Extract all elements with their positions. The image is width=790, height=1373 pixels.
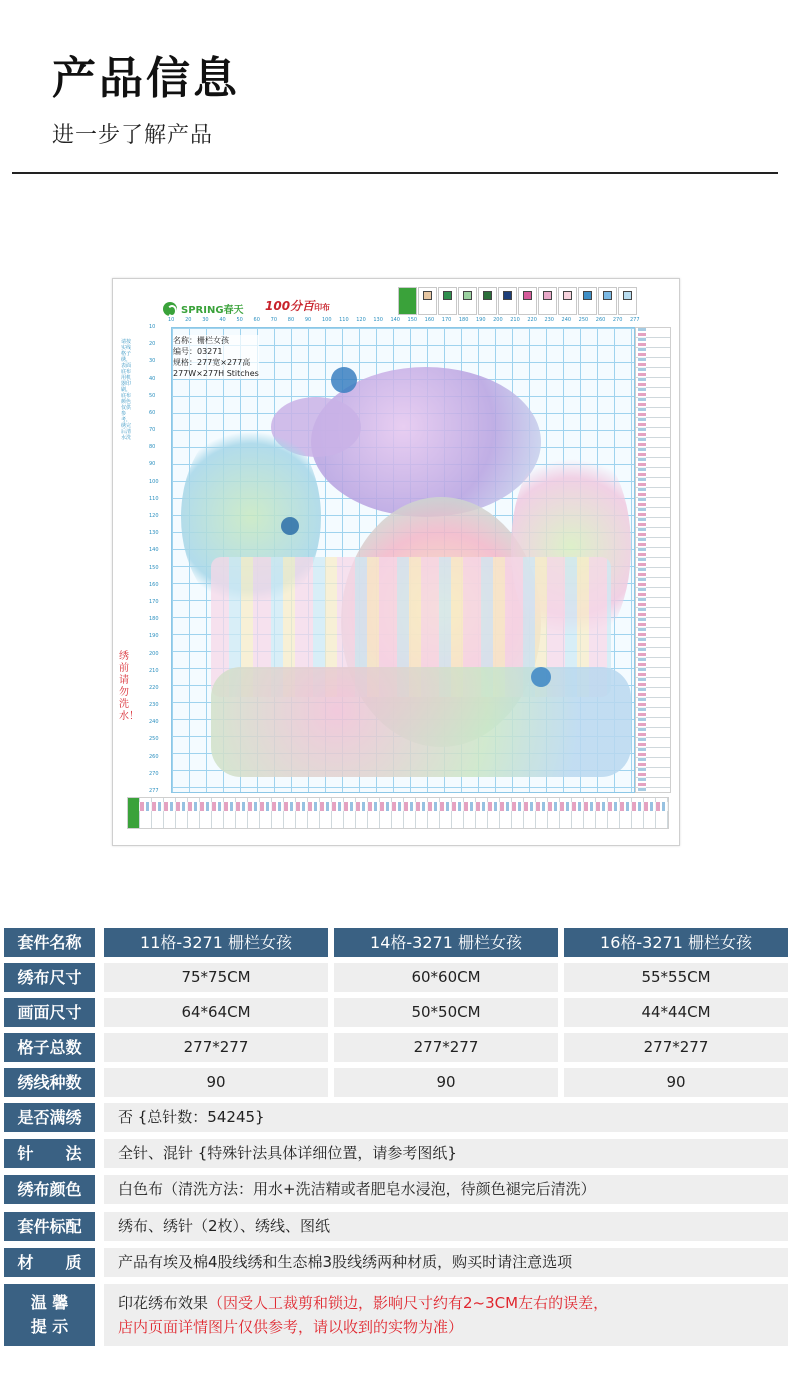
- column-header: 14格-3271 栅栏女孩: [334, 928, 558, 957]
- ruler-tick-label: 60: [253, 317, 260, 323]
- table-cell: 64*64CM: [104, 998, 328, 1027]
- row-label: [4, 1284, 95, 1346]
- table-cell-wide: 否 {总针数：54245}: [104, 1103, 788, 1132]
- table-cell: 60*60CM: [334, 963, 558, 992]
- legend-cell: [418, 287, 437, 315]
- ruler-tick-label: 240: [561, 317, 572, 323]
- table-row: [4, 1139, 788, 1168]
- color-legend-bottom: [127, 797, 669, 829]
- ruler-tick-label: 40: [149, 375, 156, 382]
- legend-cell: [578, 287, 597, 315]
- ruler-tick-label: 260: [149, 753, 159, 760]
- legend-cell: [398, 287, 417, 315]
- ruler-tick-label: 240: [149, 719, 159, 726]
- row-label: 绣线种数: [4, 1068, 95, 1097]
- ruler-tick-label: 160: [149, 581, 159, 588]
- ruler-tick-label: 120: [149, 513, 159, 520]
- column-header: 16格-3271 栅栏女孩: [564, 928, 788, 957]
- table-cell: 90: [564, 1068, 788, 1097]
- table-cell: 90: [334, 1068, 558, 1097]
- ruler-tick-label: 10: [168, 317, 175, 323]
- wash-warning: 绣前请勿洗水！: [119, 651, 139, 722]
- art-swirl-3: [531, 667, 551, 687]
- table-row: [4, 998, 788, 1027]
- pattern-name: 名称：栅栏女孩: [173, 336, 229, 345]
- ruler-tick-label: 190: [476, 317, 486, 323]
- ruler-tick-label: 130: [149, 530, 159, 537]
- legend-cell: [498, 287, 517, 315]
- table-row: [4, 1212, 788, 1241]
- color-legend-top: [398, 287, 637, 315]
- brand-logo-2: [265, 297, 330, 314]
- ruler-tick-label: 130: [373, 317, 383, 323]
- ruler-tick-label: 20: [149, 341, 156, 348]
- row-label: 绣布颜色: [4, 1175, 95, 1204]
- ruler-tick-label: 230: [544, 317, 554, 323]
- spring-logo: [163, 301, 244, 316]
- ruler-tick-label: 70: [149, 427, 156, 434]
- table-row: [4, 1068, 788, 1097]
- ruler-tick-label: 30: [202, 317, 209, 323]
- row-label: 绣布尺寸: [4, 963, 95, 992]
- ruler-tick-label: 90: [304, 317, 312, 323]
- tip-prefix: 印花绣布效果: [118, 1294, 209, 1312]
- ruler-tick-label: 110: [149, 495, 159, 502]
- ruler-tick-label: 200: [493, 317, 503, 323]
- ruler-left: [149, 324, 169, 794]
- ruler-tick-label: 110: [339, 317, 349, 323]
- brand2-small-text: 印布: [314, 303, 331, 312]
- ruler-tick-label: 180: [149, 616, 159, 623]
- tip-warning-1: （因受人工裁剪和锁边，影响尺寸约有2~3CM左右的误差，: [208, 1294, 609, 1312]
- row-label: 材 质: [4, 1248, 95, 1277]
- tip-warning-2: 店内页面详情图片仅供参考，请以收到的实物为准）: [118, 1318, 464, 1336]
- ruler-tick-label: 200: [149, 650, 159, 657]
- side-instruction: 请按实线格子绣，表面底布用机器印刷，底布颜色仅供参考，绣完后清水洗: [121, 339, 132, 441]
- legend-cell: [618, 287, 637, 315]
- ruler-tick-label: 100: [322, 317, 332, 323]
- ruler-tick-label: 170: [441, 317, 452, 323]
- ruler-tick-label: 250: [578, 317, 589, 323]
- art-swirl-1: [331, 367, 357, 393]
- ruler-tick-label: 80: [149, 444, 156, 451]
- ruler-tick-label: 140: [149, 547, 159, 554]
- color-legend-right: [635, 327, 671, 793]
- table-cell: 50*50CM: [334, 998, 558, 1027]
- table-cell-wide: 产品有埃及棉4股线绣和生态棉3股线绣两种材质，购买时请注意选项: [104, 1248, 788, 1277]
- table-cell-wide: 全针、混针 {特殊针法具体详细位置，请参考图纸}: [104, 1139, 788, 1168]
- tip-label-line2: 提 示: [30, 1317, 69, 1336]
- tip-label-line1: 温 馨: [30, 1293, 69, 1312]
- legend-cell: [538, 287, 557, 315]
- pattern-size-en: 277W×277H Stitches: [173, 369, 259, 378]
- pattern-size-cn: 规格：277宽×277高: [173, 358, 251, 367]
- pattern-code: 编号：03271: [173, 347, 223, 356]
- tip-line1: [118, 1291, 788, 1315]
- ruler-tick-label: 150: [149, 564, 159, 571]
- table-row: [4, 1033, 788, 1062]
- ruler-tick-label: 250: [149, 736, 159, 743]
- row-label: 格子总数: [4, 1033, 95, 1062]
- pattern-info: [173, 335, 259, 379]
- spring-logo-icon: [163, 302, 177, 316]
- ruler-tick-label: 30: [149, 358, 156, 365]
- ruler-tick-label: 277: [630, 317, 640, 323]
- table-cell: 277*277: [564, 1033, 788, 1062]
- ruler-tick-label: 120: [356, 317, 366, 323]
- brand2-text: 100分百: [265, 299, 315, 313]
- ruler-tick-label: 270: [149, 770, 159, 777]
- ruler-tick-label: 50: [236, 317, 243, 323]
- art-swirl-2: [281, 517, 299, 535]
- table-header-row: [4, 928, 788, 957]
- page-title: 产品信息: [52, 53, 240, 104]
- ruler-tick-label: 210: [510, 317, 520, 323]
- legend-cell: [598, 287, 617, 315]
- ruler-tick-label: 20: [185, 317, 192, 323]
- ruler-tick-label: 277: [149, 788, 159, 794]
- table-row: [4, 1103, 788, 1132]
- ruler-tick-label: 190: [149, 633, 159, 640]
- row-label: 是否满绣: [4, 1103, 95, 1132]
- table-row: [4, 1248, 788, 1277]
- ruler-tick-label: 50: [149, 392, 156, 399]
- table-cell: 44*44CM: [564, 998, 788, 1027]
- ruler-tick-label: 260: [595, 317, 606, 323]
- art-bottom-flowers: [211, 667, 631, 777]
- spring-logo-text: SPRING春天: [181, 305, 244, 316]
- ruler-tick-label: 270: [612, 317, 623, 323]
- legend-cell: [458, 287, 477, 315]
- ruler-tick-label: 150: [407, 317, 418, 323]
- ruler-tick-label: 100: [149, 478, 159, 485]
- legend-cell: [438, 287, 457, 315]
- ruler-tick-label: 220: [149, 684, 159, 691]
- row-label: 套件名称: [4, 928, 95, 957]
- table-cell-wide: [104, 1284, 788, 1346]
- ruler-tick-label: 90: [149, 461, 156, 468]
- ruler-tick-label: 80: [287, 317, 295, 323]
- column-header: 11格-3271 栅栏女孩: [104, 928, 328, 957]
- table-row: [4, 1175, 788, 1204]
- legend-cell: [558, 287, 577, 315]
- legend-cell: [478, 287, 497, 315]
- pattern-artwork: [171, 327, 633, 791]
- ruler-tick-label: 210: [149, 667, 159, 674]
- ruler-tick-label: 180: [458, 317, 469, 323]
- ruler-tick-label: 230: [149, 702, 159, 709]
- legend-cell: [518, 287, 537, 315]
- page-subtitle: 进一步了解产品: [52, 123, 214, 148]
- row-label: 画面尺寸: [4, 998, 95, 1027]
- table-cell: 277*277: [334, 1033, 558, 1062]
- table-cell: 75*75CM: [104, 963, 328, 992]
- table-cell: 55*55CM: [564, 963, 788, 992]
- table-row: [4, 963, 788, 992]
- header-divider: [12, 172, 778, 174]
- table-cell: 277*277: [104, 1033, 328, 1062]
- row-label: 针 法: [4, 1139, 95, 1168]
- ruler-tick-label: 220: [527, 317, 537, 323]
- row-label: 套件标配: [4, 1212, 95, 1241]
- ruler-tick-label: 10: [149, 324, 156, 330]
- table-row-tip: [4, 1284, 788, 1336]
- ruler-tick-label: 160: [424, 317, 435, 323]
- ruler-tick-label: 60: [149, 409, 156, 416]
- ruler-tick-label: 40: [219, 317, 226, 323]
- table-cell-wide: 绣布、绣针（2枚）、绣线、图纸: [104, 1212, 788, 1241]
- ruler-tick-label: 140: [390, 317, 400, 323]
- pattern-sheet-image: [112, 278, 680, 846]
- ruler-tick-label: 170: [149, 598, 159, 605]
- ruler-tick-label: 70: [270, 317, 278, 323]
- table-cell: 90: [104, 1068, 328, 1097]
- table-cell-wide: 白色布（清洗方法：用水+洗洁精或者肥皂水浸泡，待颜色褪完后清洗）: [104, 1175, 788, 1204]
